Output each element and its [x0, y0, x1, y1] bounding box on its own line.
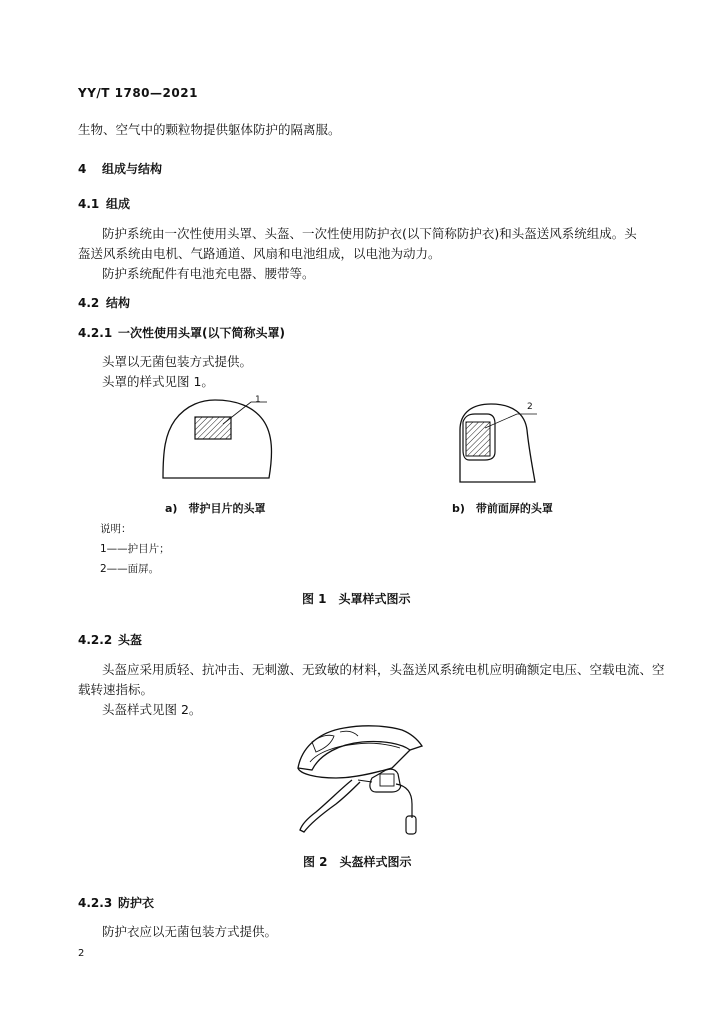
section-4-2-2-number: 4.2.2 [78, 633, 113, 647]
section-4-2-1-para2: 头罩的样式见图 1。 [102, 374, 214, 389]
section-4-2-1-para1: 头罩以无菌包装方式提供。 [102, 354, 253, 369]
section-4-1-para2: 防护系统配件有电池充电器、腰带等。 [102, 266, 315, 281]
figure-1b-caption: b) 带前面屏的头罩 [452, 502, 553, 515]
section-4-2-1-number: 4.2.1 [78, 326, 113, 340]
section-4-title: 组成与结构 [102, 162, 163, 176]
hose [396, 784, 412, 818]
blower-detail [380, 774, 394, 786]
section-4-2-title: 结构 [106, 296, 131, 310]
section-4-2-number: 4.2 [78, 296, 100, 310]
section-4-2-2-para1-line2: 载转速指标。 [78, 682, 154, 697]
section-4-2-3-number: 4.2.3 [78, 896, 113, 910]
section-4-2-3-para1: 防护衣应以无菌包装方式提供。 [102, 924, 278, 939]
visor-hatched [195, 417, 231, 439]
section-4-2-2-para2: 头盔样式见图 2。 [102, 702, 202, 717]
section-4-number: 4 [78, 162, 87, 176]
figure-1-legend-1: 1——护目片； [100, 543, 170, 555]
helmet-strap [300, 780, 360, 832]
helmet-shell [298, 726, 422, 770]
figure-1-legend-title: 说明： [100, 523, 132, 535]
figure-1-legend-2: 2——面屏。 [100, 563, 160, 575]
section-4-1-para1-line2: 盔送风系统由电机、气路通道、风扇和电池组成，以电池为动力。 [78, 246, 441, 261]
figure-2-helmet [292, 722, 442, 842]
callout-2-label: 2 [527, 402, 533, 412]
section-4-2-3-title: 防护衣 [118, 896, 155, 910]
section-4-2-1-heading [78, 324, 285, 341]
section-4-2-1-title: 一次性使用头罩(以下简称头罩) [118, 326, 285, 340]
callout-leader-2 [485, 414, 517, 428]
helmet-vent [312, 735, 334, 752]
figure-1b-hood-with-screen [455, 400, 555, 488]
helmet-top-detail [340, 731, 358, 736]
figure-1-caption: 图 1 头罩样式图示 [302, 592, 411, 606]
section-4-2-3-heading [78, 894, 154, 911]
strap-joint [358, 780, 372, 782]
callout-leader-1 [223, 402, 251, 424]
standard-code: YY/T 1780—2021 [78, 86, 198, 100]
helmet-inner-edge [310, 743, 400, 762]
figure-1a-hood-with-visor [155, 396, 285, 486]
callout-1-label: 1 [255, 395, 261, 405]
section-4-2-2-title: 头盔 [118, 633, 143, 647]
intro-line: 生物、空气中的颗粒物提供躯体防护的隔离服。 [78, 122, 341, 137]
section-4-2-2-heading [78, 631, 142, 648]
figure-2-caption: 图 2 头盔样式图示 [303, 855, 412, 869]
section-4-2-heading [78, 294, 130, 311]
section-4-1-title: 组成 [106, 197, 131, 211]
connector [406, 816, 416, 834]
figure-1a-caption: a) 带护目片的头罩 [165, 502, 266, 515]
section-4-2-2-para1-line1: 头盔应采用质轻、抗冲击、无刺激、无致敏的材料，头盔送风系统电机应明确额定电压、空载电流、空 [102, 662, 665, 677]
section-4-heading [78, 160, 162, 177]
section-4-1-number: 4.1 [78, 197, 100, 211]
section-4-1-para1-line1: 防护系统由一次性使用头罩、头盔、一次性使用防护衣(以下简称防护衣)和头盔送风系统组成。头 [102, 226, 637, 241]
section-4-1-heading [78, 195, 130, 212]
page-number: 2 [78, 948, 85, 959]
